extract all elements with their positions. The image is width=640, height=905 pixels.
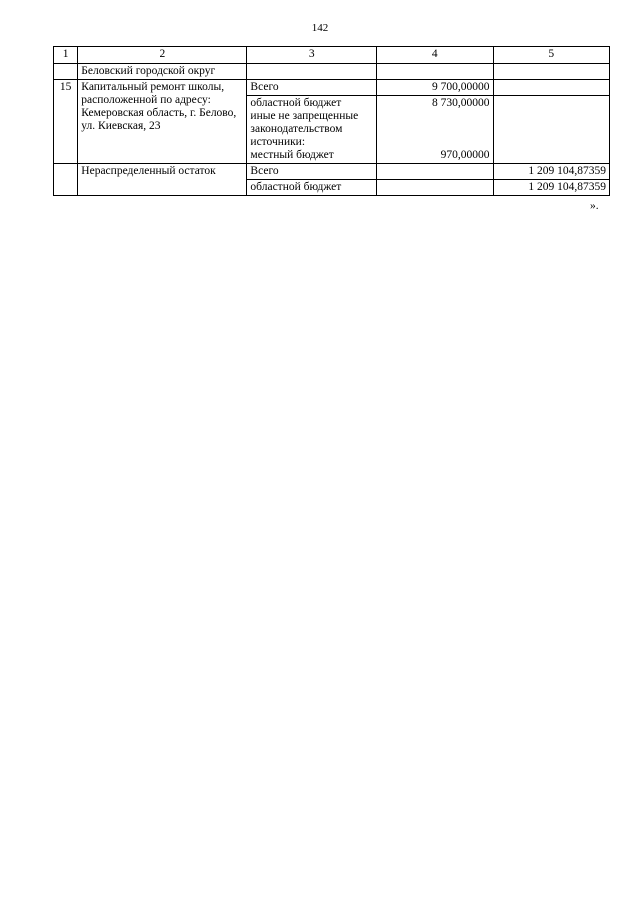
header-cell-2: 2 [78,47,247,64]
section-empty-cell [377,64,493,80]
item15-col5-total [493,80,610,96]
remainder-value-regional: 1 209 104,87359 [493,180,610,196]
item15-value-total: 9 700,00000 [377,80,493,96]
table-header-row [54,47,610,64]
table-row-remainder-total [54,164,610,180]
header-cell-5: 5 [493,47,610,64]
item15-values [377,96,493,164]
budget-table [53,46,610,196]
header-cell-3: 3 [247,47,377,64]
item15-value-local: 970,00000 [440,149,490,161]
remainder-col4-regional [377,180,493,196]
header-cell-1: 1 [54,47,78,64]
item15-col5-breakdown [493,96,610,164]
remainder-value-total: 1 209 104,87359 [493,164,610,180]
item15-source-total: Всего [247,80,377,96]
item15-number: 15 [54,80,78,164]
item15-value-spacer [380,110,489,123]
table-row-section [54,64,610,80]
item15-description: Капитальный ремонт школы, расположенной по адресу: Кемеровская область, г. Белово, ул. Киевская, 23 [78,80,247,164]
item15-source-local: местный бюджет [250,149,334,161]
item15-sources [247,96,377,164]
closing-quote-mark: ». [590,200,599,212]
page-number: 142 [311,22,329,34]
section-empty-cell [54,64,78,80]
item15-value-regional: 8 730,00000 [432,97,490,109]
remainder-source-total: Всего [247,164,377,180]
item15-value-spacer [380,136,489,149]
section-title: Беловский городской округ [78,64,247,80]
header-cell-4: 4 [377,47,493,64]
remainder-source-regional: областной бюджет [247,180,377,196]
remainder-description: Нераспределенный остаток [78,164,247,196]
item15-source-other: иные не запрещенные законодательством источники: [250,110,359,148]
item15-source-regional: областной бюджет [250,97,342,109]
item15-value-spacer [380,123,489,136]
section-empty-cell [493,64,610,80]
remainder-col4-total [377,164,493,180]
table-row-item15-total [54,80,610,96]
remainder-number-cell [54,164,78,196]
section-empty-cell [247,64,377,80]
